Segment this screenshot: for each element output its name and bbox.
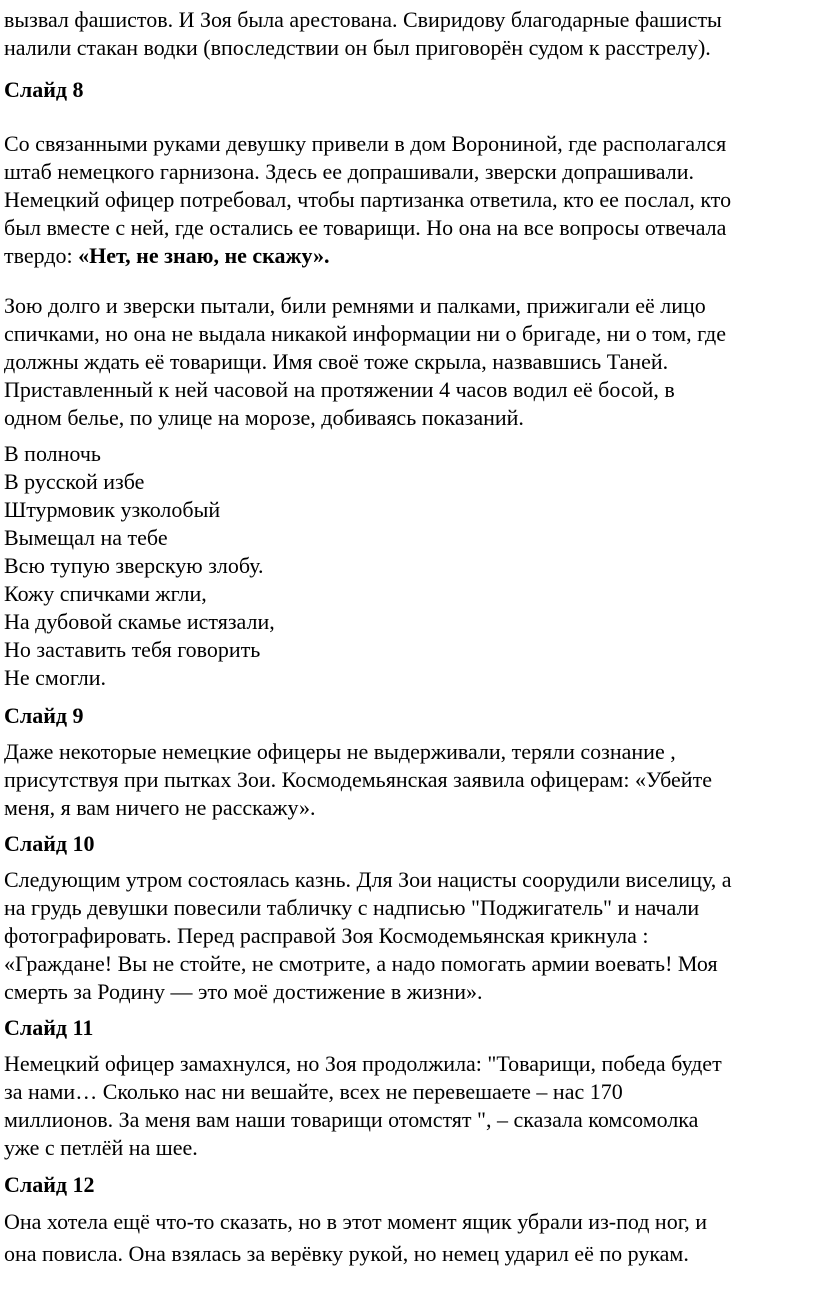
text-line: меня, я вам ничего не расскажу». (4, 795, 316, 820)
text-line: «Граждане! Вы не стойте, не смотрите, а надо помогать армии воевать! Моя (4, 951, 718, 976)
text-prefix: твердо: (4, 243, 79, 268)
text-line: Она хотела ещё что-то сказать, но в этот момент ящик убрали из-под ног, и (4, 1209, 708, 1234)
text-line: должны ждать её товарищи. Имя своё тоже скрыла, назвавшись Таней. (4, 349, 669, 374)
poem-line: Не смогли. (4, 665, 106, 690)
poem-line: Но заставить тебя говорить (4, 637, 261, 662)
poem-line: Штурмовик узколобый (4, 497, 221, 522)
slide-8-paragraph-1 (4, 130, 731, 270)
text-line: она повисла. Она взялась за верёвку рукой, но немец ударил её по рукам. (4, 1241, 689, 1266)
slide-10-paragraph (4, 866, 732, 1006)
text-line: налили стакан водки (впоследствии он был приговорён судом к расстрелу). (4, 35, 711, 60)
text-line: Немецкий офицер потребовал, чтобы партизанка ответила, кто ее послал, кто (4, 187, 732, 212)
text-line: на грудь девушки повесили табличку с надписью "Поджигатель" и начали (4, 895, 700, 920)
poem-line: В полночь (4, 441, 101, 466)
intro-paragraph (4, 6, 722, 62)
text-line: Даже некоторые немецкие офицеры не выдерживали, теряли сознание , (4, 739, 676, 764)
bold-quote: «Нет, не знаю, не скажу». (78, 243, 330, 268)
text-line-with-quote (4, 242, 731, 270)
text-line: Немецкий офицер замахнулся, но Зоя продолжила: "Товарищи, победа будет (4, 1051, 722, 1076)
text-line: Зою долго и зверски пытали, били ремнями и палками, прижигали её лицо (4, 293, 706, 318)
text-line: миллионов. За меня вам наши товарищи отомстят ", – сказала комсомолка (4, 1107, 699, 1132)
text-line: Приставленный к ней часовой на протяжении 4 часов водил её босой, в (4, 377, 675, 402)
slide-8-paragraph-2 (4, 292, 726, 432)
slide-8-heading: Слайд 8 (4, 77, 84, 102)
text-line: вызвал фашистов. И Зоя была арестована. Свиридову благодарные фашисты (4, 7, 722, 32)
text-line: Со связанными руками девушку привели в дом Ворониной, где располагался (4, 131, 727, 156)
poem-line: Всю тупую зверскую злобу. (4, 553, 264, 578)
slide-10-heading: Слайд 10 (4, 831, 95, 856)
text-line: за нами… Сколько нас ни вешайте, всех не перевешаете – нас 170 (4, 1079, 623, 1104)
poem-line: Кожу спичками жгли, (4, 581, 207, 606)
text-line: смерть за Родину — это моё достижение в жизни». (4, 979, 483, 1004)
slide-12-paragraph (4, 1206, 707, 1270)
text-line: был вместе с ней, где остались ее товарищи. Но она на все вопросы отвечала (4, 215, 727, 240)
text-line: присутствуя при пытках Зои. Космодемьянская заявила офицерам: «Убейте (4, 767, 712, 792)
text-line: фотографировать. Перед расправой Зоя Космодемьянская крикнула : (4, 923, 649, 948)
slide-9-paragraph (4, 738, 712, 822)
text-line: уже с петлёй на шее. (4, 1135, 198, 1160)
slide-11-heading: Слайд 11 (4, 1015, 94, 1040)
slide-12-heading: Слайд 12 (4, 1172, 95, 1197)
poem-line: В русской избе (4, 469, 145, 494)
text-line: штаб немецкого гарнизона. Здесь ее допрашивали, зверски допрашивали. (4, 159, 695, 184)
poem-line: Вымещал на тебе (4, 525, 168, 550)
slide-11-paragraph (4, 1050, 722, 1162)
slide-9-heading: Слайд 9 (4, 703, 84, 728)
poem (4, 440, 275, 692)
text-line: одном белье, по улице на морозе, добиваясь показаний. (4, 405, 524, 430)
poem-line: На дубовой скамье истязали, (4, 609, 275, 634)
text-line: Следующим утром состоялась казнь. Для Зои нацисты соорудили виселицу, а (4, 867, 732, 892)
text-line: спичками, но она не выдала никакой информации ни о бригаде, ни о том, где (4, 321, 726, 346)
